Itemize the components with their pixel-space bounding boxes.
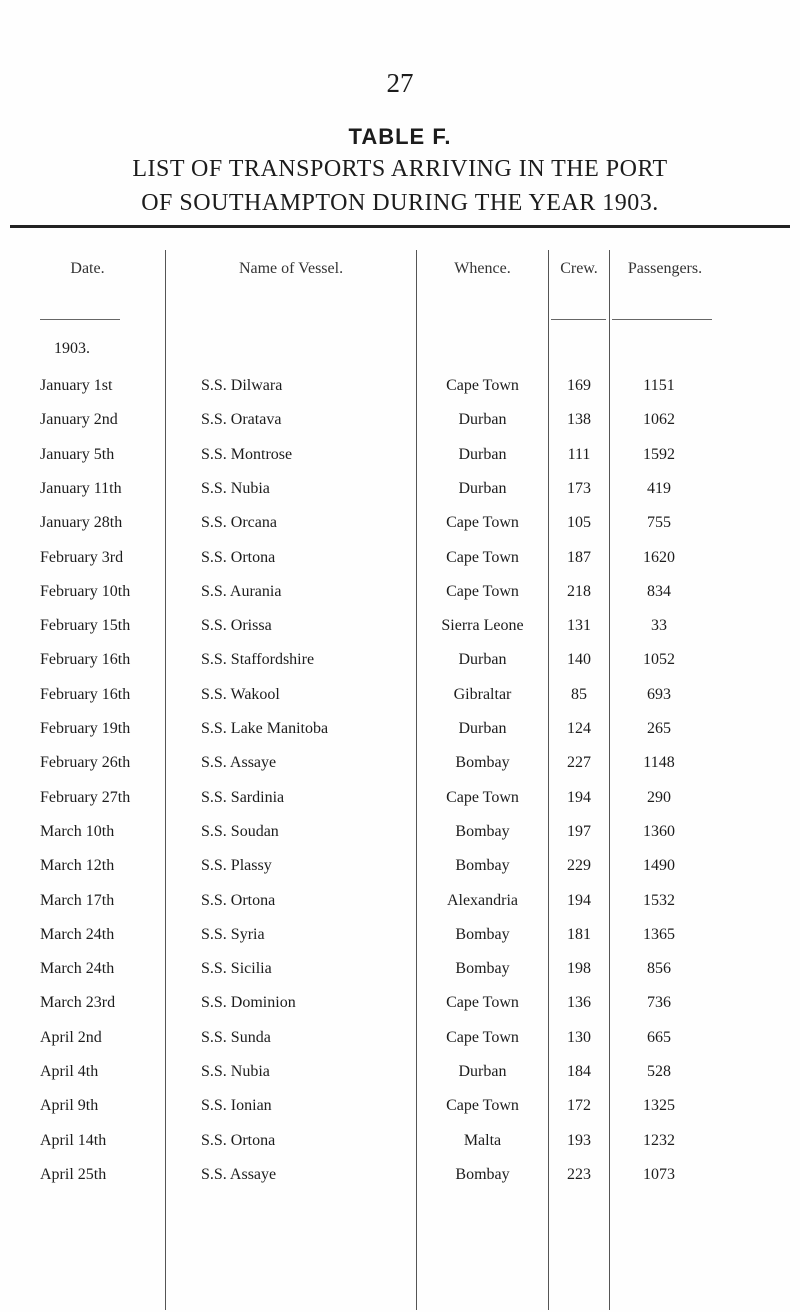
cell-vessel: S.S. Ortona bbox=[201, 891, 276, 909]
cell-whence: Bombay bbox=[455, 754, 510, 772]
cell-vessel: S.S. Assaye bbox=[201, 754, 277, 772]
cell-crew: 105 bbox=[567, 514, 591, 532]
table-row bbox=[0, 823, 800, 857]
cell-passengers: 1151 bbox=[643, 377, 675, 394]
cell-crew: 227 bbox=[567, 754, 591, 772]
cell-vessel: S.S. Ortona bbox=[201, 548, 276, 566]
cell-crew: 223 bbox=[567, 1165, 591, 1183]
header-vessel: Name of Vessel. bbox=[238, 260, 344, 277]
page-number: 27 bbox=[386, 68, 414, 98]
cell-whence: Cape Town bbox=[446, 994, 519, 1012]
cell-passengers: 736 bbox=[647, 994, 671, 1012]
cell-vessel: S.S. Wakool bbox=[201, 685, 280, 703]
cell-whence: Cape Town bbox=[446, 377, 519, 394]
cell-date: March 10th bbox=[40, 822, 115, 840]
table-row bbox=[0, 651, 800, 685]
table-row bbox=[0, 480, 800, 514]
table-row bbox=[0, 754, 800, 788]
cell-passengers: 1365 bbox=[643, 925, 675, 943]
header-crew: Crew. bbox=[560, 260, 598, 277]
cell-date: March 24th bbox=[40, 925, 115, 943]
cell-passengers: 290 bbox=[647, 788, 671, 806]
table-title: TABLE F. bbox=[348, 124, 452, 149]
cell-date: April 2nd bbox=[40, 1028, 102, 1046]
table-row bbox=[0, 1097, 800, 1131]
cell-crew: 187 bbox=[567, 548, 591, 566]
cell-vessel: S.S. Orcana bbox=[201, 514, 277, 532]
cell-crew: 169 bbox=[567, 377, 591, 394]
cell-date: January 11th bbox=[40, 479, 122, 497]
table-row bbox=[0, 583, 800, 617]
cell-date: February 15th bbox=[40, 617, 131, 635]
cell-crew: 218 bbox=[567, 582, 591, 600]
cell-date: February 19th bbox=[40, 720, 131, 737]
cell-passengers: 1532 bbox=[643, 891, 675, 909]
header-passengers: Passengers. bbox=[627, 260, 703, 277]
cell-crew: 197 bbox=[567, 822, 591, 840]
cell-passengers: 1490 bbox=[643, 857, 675, 875]
cell-whence: Durban bbox=[458, 445, 507, 463]
cell-vessel: S.S. Plassy bbox=[201, 857, 272, 875]
cell-passengers: 528 bbox=[647, 1063, 671, 1080]
table-row bbox=[0, 789, 800, 823]
cell-passengers: 1052 bbox=[643, 651, 675, 669]
cell-vessel: S.S. Dominion bbox=[201, 994, 296, 1012]
cell-vessel: S.S. Sardinia bbox=[201, 788, 285, 806]
cell-passengers: 1148 bbox=[643, 754, 675, 772]
header-underline bbox=[551, 319, 606, 320]
cell-whence: Durban bbox=[458, 411, 507, 429]
table-row bbox=[0, 857, 800, 891]
cell-passengers: 693 bbox=[647, 685, 671, 703]
table-subtitle-line-1: LIST OF TRANSPORTS ARRIVING IN THE PORT bbox=[132, 156, 668, 182]
table-row bbox=[0, 1132, 800, 1166]
cell-vessel: S.S. Oratava bbox=[201, 411, 282, 429]
table-row bbox=[0, 1029, 800, 1063]
cell-crew: 194 bbox=[567, 891, 591, 909]
year-label: 1903. bbox=[54, 340, 90, 357]
cell-vessel: S.S. Montrose bbox=[201, 445, 293, 463]
cell-vessel: S.S. Ortona bbox=[201, 1131, 276, 1149]
header-underline bbox=[612, 319, 712, 320]
cell-date: February 3rd bbox=[40, 548, 124, 566]
cell-passengers: 419 bbox=[647, 479, 671, 497]
cell-passengers: 856 bbox=[647, 960, 671, 978]
cell-whence: Sierra Leone bbox=[441, 617, 524, 635]
cell-passengers: 1062 bbox=[643, 411, 675, 429]
cell-date: January 2nd bbox=[40, 411, 118, 429]
table-row bbox=[0, 720, 800, 754]
cell-date: April 14th bbox=[40, 1131, 107, 1149]
cell-whence: Bombay bbox=[455, 822, 510, 840]
cell-passengers: 1592 bbox=[643, 445, 675, 463]
cell-vessel: S.S. Lake Manitoba bbox=[201, 720, 329, 737]
cell-passengers: 265 bbox=[647, 720, 671, 737]
cell-whence: Bombay bbox=[455, 960, 510, 978]
table-row bbox=[0, 514, 800, 548]
cell-date: March 17th bbox=[40, 891, 115, 909]
cell-date: February 27th bbox=[40, 788, 131, 806]
table-row bbox=[0, 994, 800, 1028]
cell-crew: 173 bbox=[567, 479, 591, 497]
cell-crew: 130 bbox=[567, 1028, 591, 1046]
cell-date: April 4th bbox=[40, 1063, 99, 1080]
table-row bbox=[0, 1063, 800, 1097]
cell-crew: 138 bbox=[567, 411, 591, 429]
cell-passengers: 755 bbox=[647, 514, 671, 532]
cell-crew: 124 bbox=[567, 720, 591, 737]
cell-whence: Gibraltar bbox=[453, 685, 512, 703]
cell-whence: Cape Town bbox=[446, 514, 519, 532]
cell-vessel: S.S. Soudan bbox=[201, 822, 279, 840]
cell-passengers: 1073 bbox=[643, 1165, 675, 1183]
table-row bbox=[0, 411, 800, 445]
header-whence: Whence. bbox=[454, 260, 511, 277]
cell-vessel: S.S. Dilwara bbox=[201, 377, 283, 394]
cell-passengers: 1620 bbox=[643, 548, 675, 566]
cell-whence: Cape Town bbox=[446, 788, 519, 806]
cell-passengers: 665 bbox=[647, 1028, 671, 1046]
cell-whence: Cape Town bbox=[446, 582, 519, 600]
cell-whence: Durban bbox=[458, 651, 507, 669]
cell-vessel: S.S. Staffordshire bbox=[201, 651, 315, 669]
title-rule bbox=[10, 225, 790, 228]
cell-crew: 85 bbox=[571, 685, 587, 703]
cell-date: February 16th bbox=[40, 685, 131, 703]
cell-date: April 9th bbox=[40, 1097, 99, 1115]
table-subtitle-line-2: OF SOUTHAMPTON DURING THE YEAR 1903. bbox=[141, 190, 659, 216]
table-row bbox=[0, 686, 800, 720]
table-row bbox=[0, 377, 800, 411]
table-row bbox=[0, 960, 800, 994]
table-row bbox=[0, 446, 800, 480]
cell-whence: Cape Town bbox=[446, 1028, 519, 1046]
header-underline bbox=[40, 319, 120, 320]
table-row bbox=[0, 892, 800, 926]
cell-crew: 172 bbox=[567, 1097, 591, 1115]
cell-vessel: S.S. Orissa bbox=[201, 617, 272, 635]
cell-passengers: 834 bbox=[647, 582, 671, 600]
cell-whence: Malta bbox=[463, 1131, 502, 1149]
cell-crew: 181 bbox=[567, 925, 591, 943]
cell-vessel: S.S. Aurania bbox=[201, 582, 282, 600]
cell-crew: 140 bbox=[567, 651, 591, 669]
cell-date: February 26th bbox=[40, 754, 131, 772]
cell-vessel: S.S. Sicilia bbox=[201, 960, 272, 978]
cell-passengers: 1360 bbox=[643, 822, 675, 840]
cell-date: March 23rd bbox=[40, 994, 116, 1012]
table-row bbox=[0, 1166, 800, 1200]
cell-passengers: 1325 bbox=[643, 1097, 675, 1115]
cell-vessel: S.S. Nubia bbox=[201, 479, 270, 497]
cell-whence: Bombay bbox=[455, 1165, 510, 1183]
cell-whence: Cape Town bbox=[446, 1097, 519, 1115]
table-row bbox=[0, 549, 800, 583]
table-row bbox=[0, 926, 800, 960]
cell-date: February 10th bbox=[40, 582, 131, 600]
cell-vessel: S.S. Syria bbox=[201, 925, 265, 943]
cell-whence: Durban bbox=[458, 479, 507, 497]
cell-whence: Alexandria bbox=[446, 891, 519, 909]
cell-crew: 193 bbox=[567, 1131, 591, 1149]
cell-whence: Bombay bbox=[455, 857, 510, 875]
cell-passengers: 33 bbox=[651, 617, 667, 635]
cell-vessel: S.S. Sunda bbox=[201, 1028, 271, 1046]
cell-passengers: 1232 bbox=[643, 1131, 675, 1149]
cell-crew: 131 bbox=[567, 617, 591, 635]
cell-date: January 28th bbox=[40, 514, 123, 532]
cell-date: April 25th bbox=[40, 1165, 107, 1183]
cell-vessel: S.S. Ionian bbox=[201, 1097, 272, 1115]
cell-vessel: S.S. Nubia bbox=[201, 1063, 270, 1080]
cell-crew: 111 bbox=[567, 445, 591, 463]
cell-date: February 16th bbox=[40, 651, 131, 669]
cell-whence: Durban bbox=[458, 1063, 507, 1080]
cell-whence: Bombay bbox=[455, 925, 510, 943]
header-date: Date. bbox=[70, 260, 105, 277]
cell-date: January 5th bbox=[40, 445, 115, 463]
cell-whence: Cape Town bbox=[446, 548, 519, 566]
cell-whence: Durban bbox=[458, 720, 507, 737]
cell-crew: 229 bbox=[567, 857, 591, 875]
cell-crew: 194 bbox=[567, 788, 591, 806]
cell-crew: 136 bbox=[567, 994, 591, 1012]
cell-date: January 1st bbox=[40, 377, 113, 394]
table-row bbox=[0, 617, 800, 651]
cell-date: March 24th bbox=[40, 960, 115, 978]
cell-crew: 198 bbox=[567, 960, 591, 978]
cell-vessel: S.S. Assaye bbox=[201, 1165, 277, 1183]
cell-date: March 12th bbox=[40, 857, 115, 875]
cell-crew: 184 bbox=[567, 1063, 591, 1080]
